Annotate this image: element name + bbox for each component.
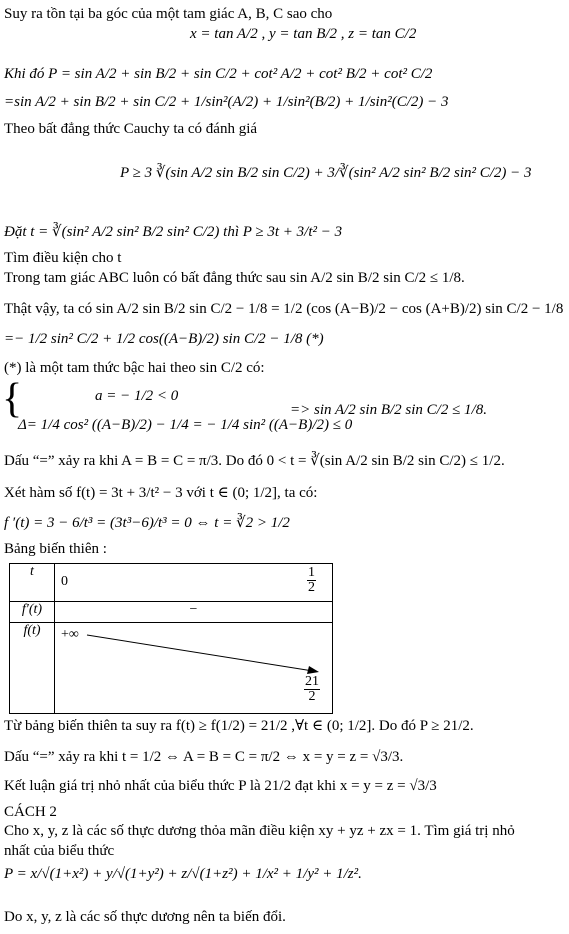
table-row-f	[55, 623, 333, 714]
f-start: +∞	[61, 627, 79, 642]
table-label-fprime: f′(t)	[10, 602, 55, 623]
formula-discriminant: Δ= 1/4 cos² ((A−B)/2) − 1/4 = − 1/4 sin² ((A−B)/2) ≤ 0	[18, 417, 353, 433]
text-line-1: Suy ra tồn tại ba góc của một tam giác A, B, C sao cho	[4, 6, 333, 22]
formula-cauchy-estimate: P ≥ 3 ∛(sin A/2 sin B/2 sin C/2) + 3/∛(sin² A/2 sin² B/2 sin² C/2) − 3	[120, 165, 532, 181]
text-variation-table: Bảng biến thiên :	[4, 541, 107, 557]
table-sign-fprime: −	[55, 602, 333, 623]
t-end: $\frac{1}{2}$	[308, 565, 315, 595]
section-heading-method-2: CÁCH 2	[4, 804, 57, 820]
text-triangle-inequality: Trong tam giác ABC luôn có bất đẳng thức sau sin A/2 sin B/2 sin C/2 ≤ 1/8.	[4, 270, 465, 286]
text-condition-t: Tìm điều kiện cho t	[4, 250, 122, 266]
table-label-t: t	[10, 564, 55, 602]
formula-derivative: f ′(t) = 3 − 6/t³ = (3t³−6)/t³ = 0 ⇔ t = ∛2 > 1/2	[4, 515, 290, 531]
f-end: $\frac{21}{2}$	[305, 674, 319, 704]
formula-set-t: Đặt t = ∛(sin² A/2 sin² B/2 sin² C/2) thì P ≥ 3t + 3/t² − 3	[4, 224, 343, 240]
variation-table	[9, 563, 333, 714]
table-row-t	[55, 564, 333, 602]
table-label-f: f(t)	[10, 623, 55, 714]
text-function-f: Xét hàm số f(t) = 3t + 3/t² − 3 với t ∈ (0; 1/2], ta có:	[4, 485, 318, 501]
formula-p-definition: Khi đó P = sin A/2 + sin B/2 + sin C/2 + cot² A/2 + cot² B/2 + cot² C/2	[4, 66, 433, 82]
text-cauchy: Theo bất đẳng thức Cauchy ta có đánh giá	[4, 121, 258, 137]
formula-xyz: x = tan A/2 , y = tan B/2 , z = tan C/2	[190, 26, 417, 42]
text-from-table: Từ bảng biến thiên ta suy ra f(t) ≥ f(1/2) = 21/2 ,∀t ∈ (0; 1/2]. Do đó P ≥ 21/2.	[4, 718, 474, 734]
text-quadratic: (*) là một tam thức bậc hai theo sin C/2 có:	[4, 360, 265, 376]
text-equality-1: Dấu “=” xảy ra khi A = B = C = π/3. Do đó 0 < t = ∛(sin A/2 sin B/2 sin C/2) ≤ 1/2.	[4, 453, 505, 469]
text-transform: Do x, y, z là các số thực dương nên ta biến đổi.	[4, 909, 286, 925]
text-equality-2: Dấu “=” xảy ra khi t = 1/2 ⇔ A = B = C = π/2 ⇔ x = y = z = √3/3.	[4, 749, 404, 765]
system-brace: {	[2, 376, 23, 422]
decreasing-arrow-icon	[85, 633, 325, 678]
t-start: 0	[61, 574, 68, 589]
formula-p-method-2: P = x/√(1+x²) + y/√(1+y²) + z/√(1+z²) + 1/x² + 1/y² + 1/z².	[4, 866, 362, 882]
formula-conclusion-product: => sin A/2 sin B/2 sin C/2 ≤ 1/8.	[290, 402, 487, 418]
text-minimum-conclusion: Kết luận giá trị nhỏ nhất của biểu thức P là 21/2 đạt khi x = y = z = √3/3	[4, 778, 437, 794]
text-problem-2-line-2: nhất của biểu thức	[4, 843, 115, 859]
formula-proof-2: =− 1/2 sin² C/2 + 1/2 cos((A−B)/2) sin C/2 − 1/8 (*)	[4, 331, 324, 347]
text-problem-2-line-1: Cho x, y, z là các số thực dương thỏa mãn điều kiện xy + yz + zx = 1. Tìm giá trị nhỏ	[4, 823, 515, 839]
text-proof-1: Thật vậy, ta có sin A/2 sin B/2 sin C/2 − 1/8 = 1/2 (cos (A−B)/2 − cos (A+B)/2) sin C/2 − 1/8	[4, 301, 564, 317]
formula-p-rewrite: =sin A/2 + sin B/2 + sin C/2 + 1/sin²(A/2) + 1/sin²(B/2) + 1/sin²(C/2) − 3	[4, 94, 449, 110]
formula-a-coefficient: a = − 1/2 < 0	[95, 388, 179, 404]
